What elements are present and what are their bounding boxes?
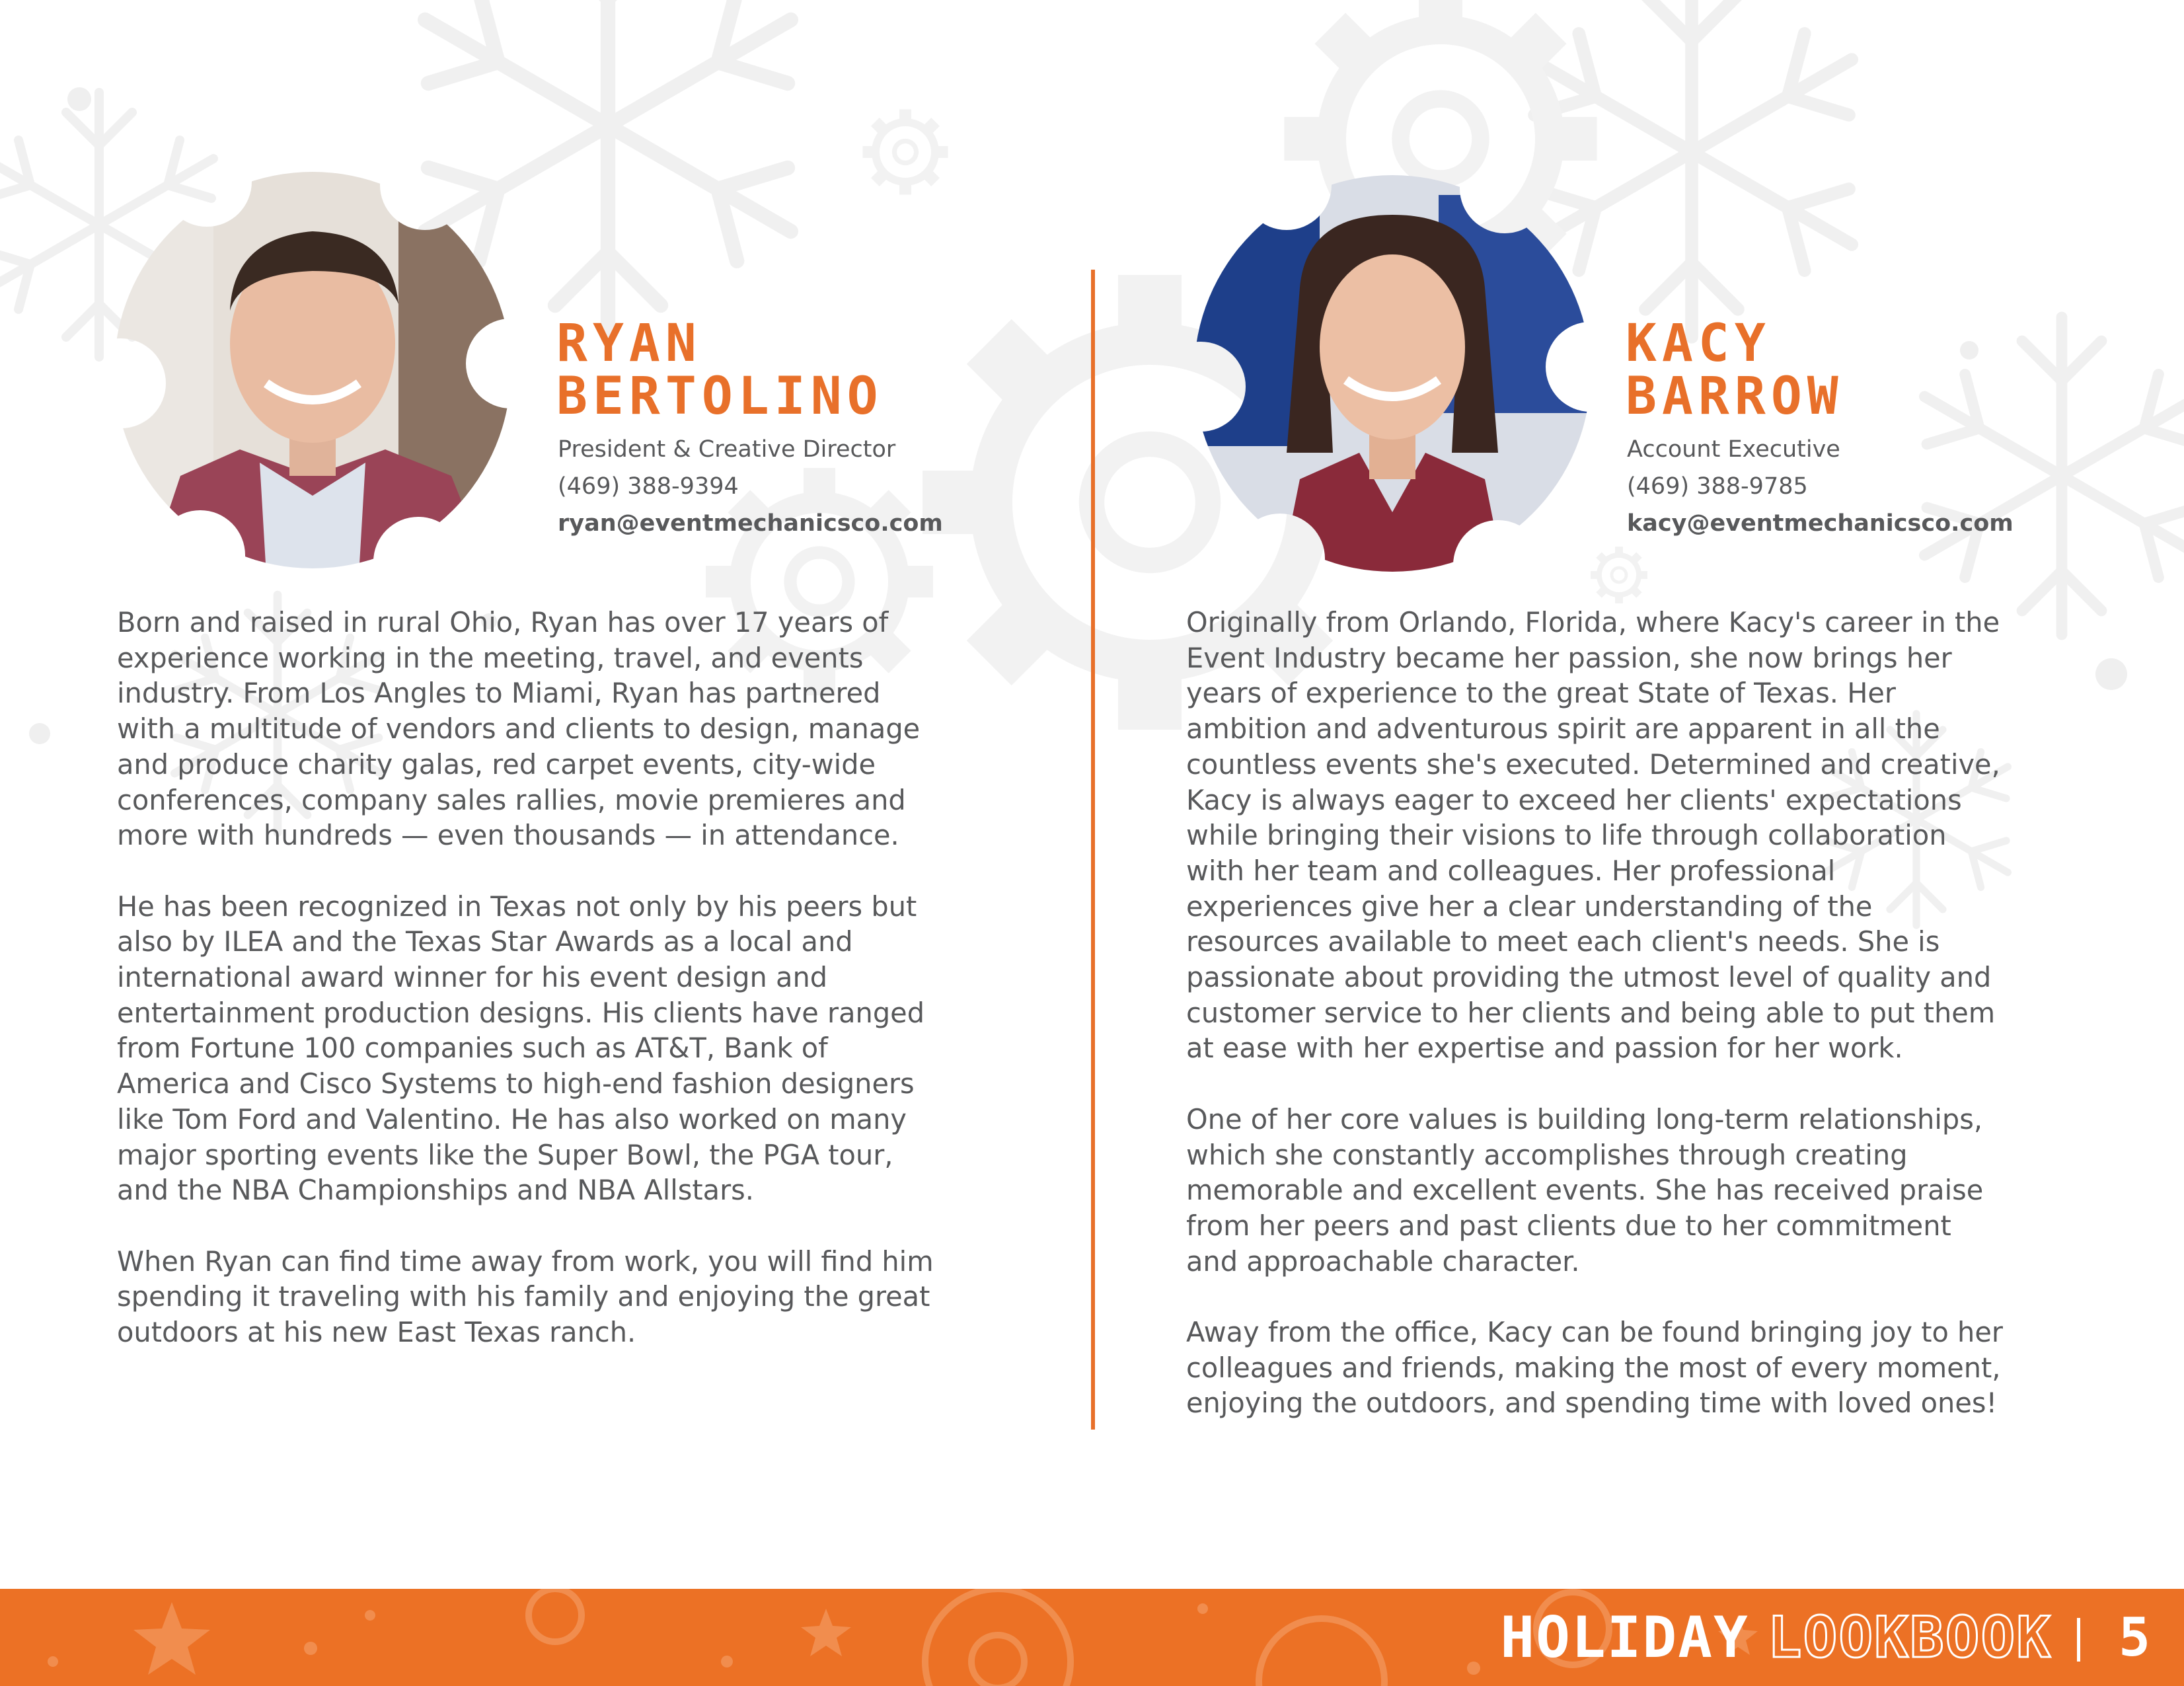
contact-block-kacy [1627, 431, 2014, 542]
phone-number: (469) 388-9785 [1627, 473, 1808, 500]
email-link[interactable]: ryan@eventmechanicsco.com [558, 510, 943, 537]
person-name-ryan [556, 314, 884, 426]
bio-kacy [1186, 605, 2138, 1457]
first-name: KACY [1626, 314, 1771, 373]
portrait-photo-kacy [1187, 169, 1597, 578]
footer-bar [0, 1589, 2184, 1686]
column-divider [1091, 270, 1095, 1430]
last-name: BARROW [1626, 367, 1844, 426]
job-title: President & Creative Director [558, 436, 896, 463]
bio-paragraph: Originally from Orlando, Florida, where Kacy's career in the Event Industry became her passion, she now brings her years of experience to the great State of Texas. Her ambition and adventurous spirit are apparent in all the countless events she's executed. Determined and creative, Kacy is always eager to exceed her clients' expectations while bringing their visions to life through collaboration with her team and colleagues. Her professional experiences give her a clear understanding of the resources available to meet each client's needs. She is passionate about providing the utmost level of quality and customer service to her clients and being able to put them at ease with her expertise and passion for her work. [1186, 606, 2000, 1065]
bio-paragraph: Born and raised in rural Ohio, Ryan has over 17 years of experience working in the meeting, travel, and events industry. From Los Angles to Miami, Ryan has partnered with a multitude of vendors and clients to design, manage and produce charity galas, red carpet events, city-wide conferences, company sales rallies, movie premieres and more with hundreds — even thousands — in attendance. [117, 606, 921, 852]
email-link[interactable]: kacy@eventmechanicsco.com [1627, 510, 2014, 537]
portrait-ryan [108, 165, 517, 575]
bio-paragraph: Away from the office, Kacy can be found bringing joy to her colleagues and friends, making the most of every moment, enjoying the outdoors, and spending time with loved ones! [1186, 1316, 2003, 1420]
last-name: BERTOLINO [556, 367, 884, 426]
page-number: 5 [2119, 1607, 2151, 1668]
footer-title-bold: HOLIDAY [1500, 1605, 1749, 1671]
contact-block-ryan [558, 431, 943, 542]
first-name: RYAN [556, 314, 702, 373]
person-name-kacy [1626, 314, 1844, 426]
footer-title-outline: LOOKBOOK [1767, 1605, 2052, 1671]
bio-paragraph: When Ryan can find time away from work, you will find him spending it traveling with his family and enjoying the great outdoors at his new East Texas ranch. [117, 1245, 934, 1349]
bio-paragraph: He has been recognized in Texas not only by his peers but also by ILEA and the Texas Star Awards as a local and international award winner for his event design and entertainment production designs. His clients have ranged from Fortune 100 companies such as AT&T, Bank of America and Cisco Systems to high-end fashion designers like Tom Ford and Valentino. He has also worked on many major sporting events like the Super Bowl, the PGA tour, and the NBA Championships and NBA Allstars. [117, 890, 925, 1207]
bio-paragraph: One of her core values is building long-term relationships, which she constantly accomplishes through creating memorable and excellent events. She has received praise from her peers and past clients due to her commitment and approachable character. [1186, 1102, 1984, 1278]
footer-separator [2077, 1618, 2080, 1662]
portrait-photo-ryan [108, 165, 517, 575]
bio-ryan [117, 605, 1055, 1385]
portrait-kacy [1187, 169, 1597, 578]
phone-number: (469) 388-9394 [558, 473, 739, 500]
job-title: Account Executive [1627, 436, 1840, 463]
footer-title [1500, 1605, 2052, 1671]
